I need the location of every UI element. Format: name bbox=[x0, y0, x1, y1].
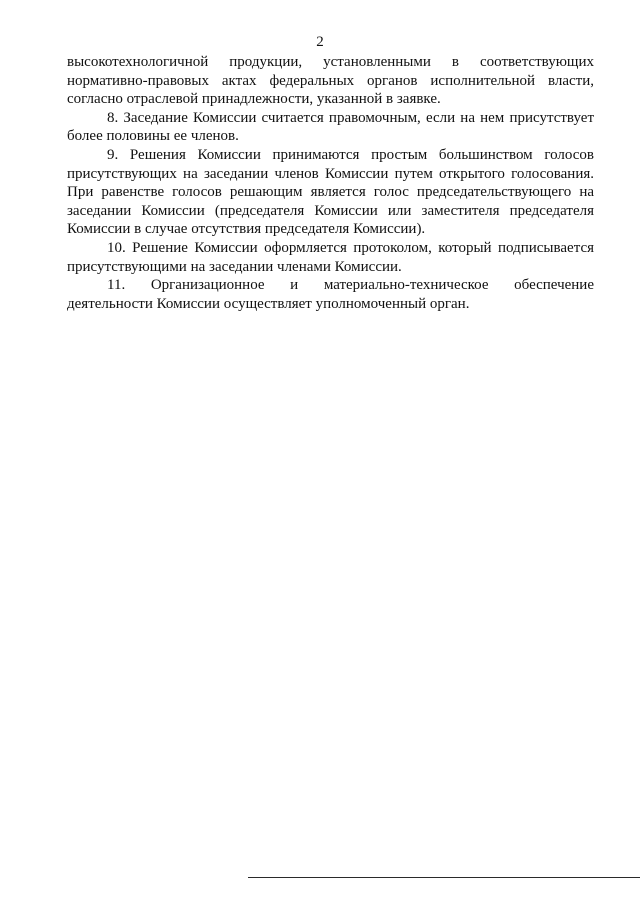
paragraph-11: 11. Организационное и материально-техническое обеспечение деятельности Комиссии осуществляет уполномоченный орган. bbox=[67, 277, 594, 312]
paragraph-continuation: высокотехнологичной продукции, установленными в соответствующих нормативно-правовых актах федеральных органов исполнительной власти, согласно отраслевой принадлежности, указанной в заявке. bbox=[67, 54, 594, 108]
paragraph-9: 9. Решения Комиссии принимаются простым большинством голосов присутствующих на заседании членов Комиссии путем открытого голосования. При равенстве голосов решающим является голос председательствующего на заседании Комиссии (председателя Комиссии или заместителя председателя Комиссии в случае отсутствия председателя Комиссии). bbox=[67, 146, 594, 238]
paragraph-10: 10. Решение Комиссии оформляется протоколом, который подписывается присутствующими на заседании членами Комиссии. bbox=[67, 239, 594, 275]
paragraph-8: 8. Заседание Комиссии считается правомочным, если на нем присутствует более половины ее членов. bbox=[67, 109, 594, 145]
page-number: 2 bbox=[316, 34, 324, 50]
bottom-scan-rule bbox=[248, 877, 640, 878]
document-body bbox=[67, 53, 594, 313]
